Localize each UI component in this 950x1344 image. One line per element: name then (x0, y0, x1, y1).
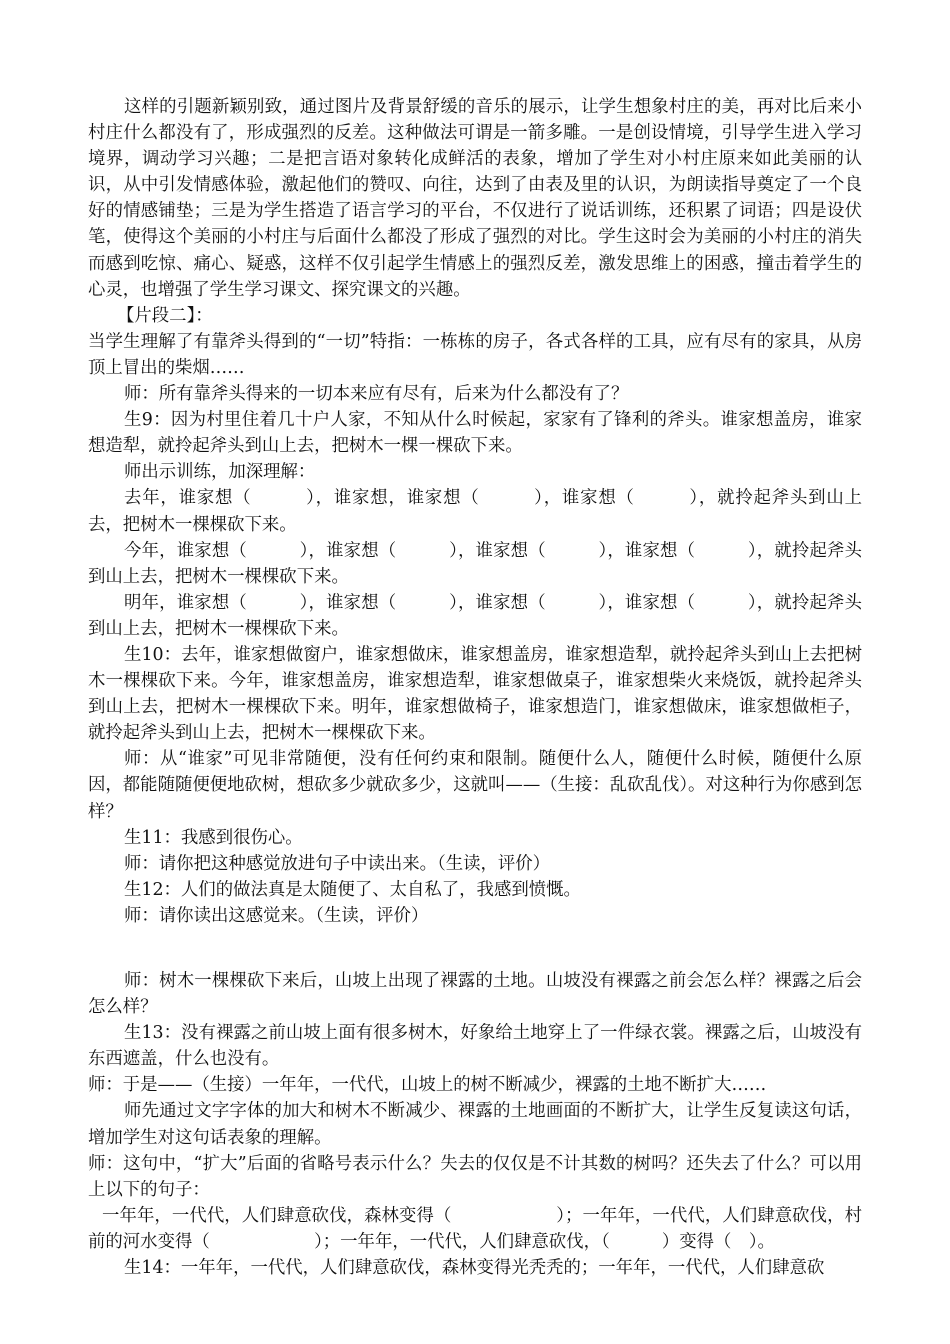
paragraph: 生14：一年年，一代代，人们肆意砍伐，森林变得光秃秃的；一年年，一代代，人们肆意砍 (124, 1258, 825, 1279)
paragraph: 当学生理解了有靠斧头得到的“一切”特指：一栋栋的房子，各式各样的工具，应有尽有的家具，从房顶上冒出的柴烟…… (88, 331, 862, 378)
paragraph: 师：树木一棵棵砍下来后，山坡上出现了裸露的土地。山坡没有裸露之前会怎么样？裸露之后会怎么样？ (88, 971, 862, 1018)
paragraph: 这样的引题新颖别致，通过图片及背景舒缓的音乐的展示，让学生想象村庄的美，再对比后来小村庄什么都没有了，形成强烈的反差。这种做法可谓是一箭多雕。一是创设情境，引导学生进入学习境界，调动学习兴趣；二是把言语对象转化成鲜活的表象，增加了学生对小村庄原来如此美丽的认识，从中引发情感体验，激起他们的赞叹、向往，达到了由表及里的认识，为朗读指导奠定了一个良好的情感铺垫；三是为学生搭造了语言学习的平台，不仅进行了说话训练，还积累了词语；四是设伏笔，使得这个美丽的小村庄与后面什么都没了形成了强烈的对比。学生这时会为美丽的小村庄的消失而感到吃惊、痛心、疑惑，这样不仅引起学生情感上的强烈反差，激发思维上的困惑，撞击着学生的心灵，也增强了学生学习课文、探究课文的兴趣。 (88, 97, 862, 300)
paragraph: 师出示训练，加深理解： (124, 462, 316, 483)
paragraph: 师：请你把这种感觉放进句子中读出来。（生读，评价） (124, 853, 551, 874)
paragraph-spacer (88, 929, 862, 968)
paragraph: 师：所有靠斧头得来的一切本来应有尽有，后来为什么都没有了？ (124, 384, 629, 405)
paragraph: 【片段二】： (117, 305, 213, 326)
paragraph: 生10：去年，谁家想做窗户，谁家想做床，谁家想盖房，谁家想造犁，就拎起斧头到山上去把树木一棵棵砍下来。今年，谁家想盖房，谁家想造犁，谁家想做桌子，谁家想柴火来烧饭，就拎起斧头到山上去，把树木一棵棵砍下来。明年，谁家想做椅子，谁家想造门，谁家想做床，谁家想做柜子，就拎起斧头到山上去，把树木一棵棵砍下来。 (88, 644, 862, 744)
paragraph: 生13：没有裸露之前山坡上面有很多树木，好象给土地穿上了一件绿衣裳。裸露之后，山坡没有东西遮盖，什么也没有。 (88, 1023, 862, 1070)
paragraph: 明年，谁家想（ ），谁家想（ ），谁家想（ ），谁家想（ ），就拎起斧头到山上去，把树木一棵棵砍下来。 (88, 592, 862, 639)
paragraph: 生12：人们的做法真是太随便了、太自私了，我感到愤慨。 (124, 879, 581, 900)
paragraph: 师：于是——（生接）一年年，一代代，山坡上的树不断减少，裸露的土地不断扩大…… (88, 1075, 767, 1096)
paragraph: 师：从“谁家”可见非常随便，没有任何约束和限制。随便什么人，随便什么时候，随便什么原因，都能随随便便地砍树，想砍多少就砍多少，这就叫——（生接：乱砍乱伐）。对这种行为你感到怎样？ (88, 749, 862, 822)
paragraph: 生9：因为村里住着几十户人家，不知从什么时候起，家家有了锋利的斧头。谁家想盖房，谁家想造犁，就拎起斧头到山上去，把树木一棵一棵砍下来。 (88, 410, 862, 457)
paragraph: 师先通过文字字体的加大和树木不断减少、裸露的土地画面的不断扩大，让学生反复读这句话，增加学生对这句话表象的理解。 (88, 1101, 862, 1148)
paragraph: 生11：我感到很伤心。 (124, 827, 303, 848)
paragraph: 一年年，一代代，人们肆意砍伐，森林变得（ ）；一年年，一代代，人们肆意砍伐，村前的河水变得（ ）；一年年，一代代，人们肆意砍伐，（ ）变得（ ）。 (88, 1205, 862, 1252)
paragraph: 师：这句中，“扩大”后面的省略号表示什么？失去的仅仅是不计其数的树吗？还失去了什么？可以用上以下的句子： (88, 1153, 862, 1200)
paragraph: 今年，谁家想（ ），谁家想（ ），谁家想（ ），谁家想（ ），就拎起斧头到山上去，把树木一棵棵砍下来。 (88, 540, 862, 587)
document-body (88, 94, 862, 1281)
paragraph: 师：请你读出这感觉来。（生读，评价） (124, 905, 429, 926)
paragraph: 去年，谁家想（ ），谁家想，谁家想（ ），谁家想（ ），就拎起斧头到山上去，把树木一棵棵砍下来。 (88, 488, 862, 535)
